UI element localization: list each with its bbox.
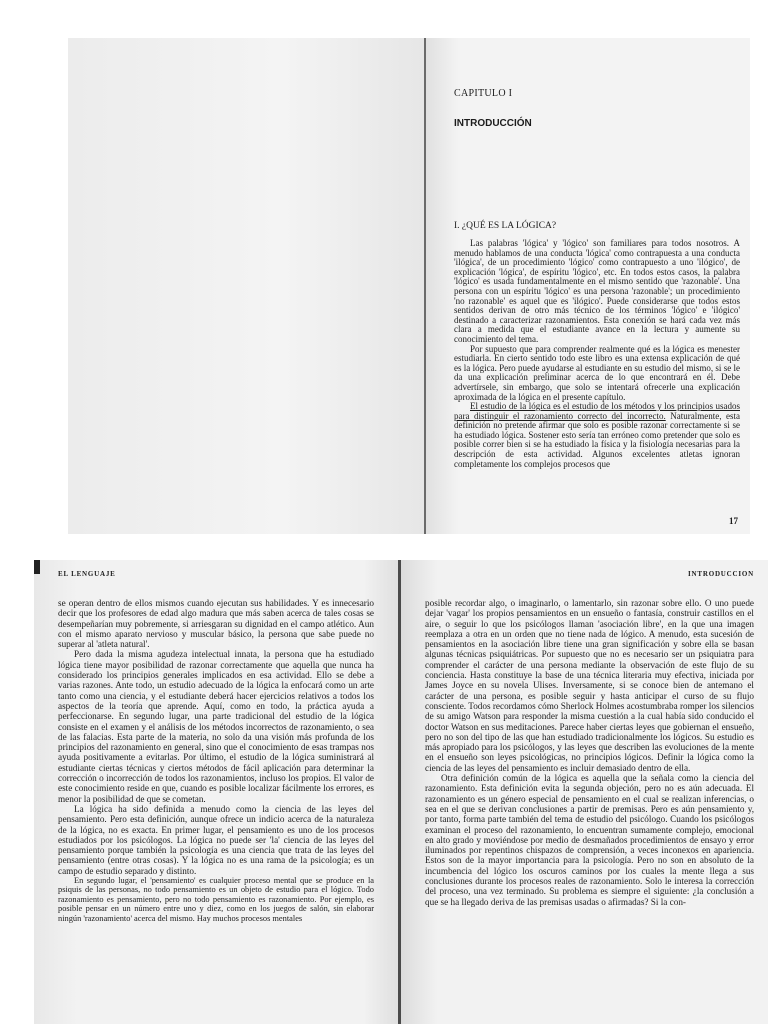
paragraph: Las palabras 'lógica' y 'lógico' son familiares para todos nosotros. A menudo hablamos de una conducta 'lógica' como contrapuesta a una conducta 'ilógica', de un procedimiento 'lógico' como contrapuesto a uno 'ilógico', de explicación 'lógica', de espíritu 'lógico', etc. En todos estos casos, la palabra 'lógico' es usada fundamentalmente en el mismo sentido que 'razonable'. Una persona con un espíritu 'lógico' es una persona 'razonable'; un procedimiento 'no razonable' es aquel que es 'ilógico'. Puede considerarse que todos estos sentidos derivan de otro más técnico de los términos 'lógico' e 'ilógico' destinado a caracterizar razonamientos. Esta conexión se hará cada vez más clara a medida que el estudiante avance en la lectura y aumente su conocimiento del tema. bbox=[454, 238, 740, 344]
right-page bbox=[401, 560, 768, 1024]
scan-edge-mark bbox=[34, 560, 40, 574]
paragraph: La lógica ha sido definida a menudo como la ciencia de las leyes del pensamiento. Pero esta definición, aunque ofrece un indicio acerca de la naturaleza de la lógica, no es exacta. En primer lugar, el pensamiento es uno de los procesos estudiados por los psicólogos. La lógica no puede ser 'la' ciencia de las leyes del pensamiento porque también la psicología es una ciencia que trata de las leyes del pensamiento (entre otras cosas). Y la lógica no es una rama de la psicología; es un campo de estudio separado y distinto. bbox=[58, 803, 374, 876]
chapter-label: CAPITULO I bbox=[454, 88, 513, 99]
blank-left-page bbox=[68, 38, 426, 534]
paragraph: Otra definición común de la lógica es aquella que la señala como la ciencia del razonamiento. Esta definición evita la segunda objeción, pero no es aún adecuada. El razonamiento es un género especial de pensamiento en el cual se realizan inferencias, o sea en el que se derivan conclusiones a partir de premisas. Pero es aún pensamiento y, por tanto, forma parte también del tema de estudio del psicólogo. Cuando los psicólogos examinan el proceso del razonamiento, lo encuentran sumamente complejo, emocional en alto grado y moviéndose por medio de desmañados procedimientos de ensayo y error iluminados por repentinos chispazos de comprensión, a veces inconexos en apariencia. Estos son de la mayor importancia para la psicología. Pero no son en absoluto de la incumbencia del lógico los oscuros caminos por los cuales la mente llega a sus conclusiones durante los procesos reales de razonamiento. Solo le interesa la corrección del proceso, una vez terminado. Su problema es siempre el siguiente: ¿la conclusión a que se ha llegado deriva de las premisas usadas o afirmadas? Si la con- bbox=[425, 773, 754, 907]
left-page bbox=[34, 560, 400, 1024]
chapter-opening-page bbox=[426, 38, 750, 534]
bottom-book-spread bbox=[34, 560, 768, 1024]
paragraph: Por supuesto que para comprender realmente qué es la lógica es menester estudiarla. En cierto sentido todo este libro es una extensa explicación de qué es la lógica. Pero puede ayudarse al estudiante en su estudio del mismo, si se le da una explicación preliminar acerca de lo que encontrará en él. Debe advertírsele, sin embargo, que solo se intentará ofrecerle una explicación aproximada de la lógica en el presente capítulo. bbox=[454, 343, 740, 402]
page-number: 17 bbox=[729, 516, 738, 526]
underlined-definition: El estudio de la lógica es el estudio de los métodos y los principios usados para distinguir el razonamiento correcto del incorrecto. bbox=[454, 401, 740, 421]
chapter-title: INTRODUCCIÓN bbox=[454, 118, 532, 129]
paragraph: Pero dada la misma agudeza intelectual innata, la persona que ha estudiado lógica tiene mayor posibilidad de razonar correctamente que aquella que nunca ha considerado los principios generales implicados en esa actividad. Ello se debe a varias razones. Ante todo, un estudio adecuado de la lógica la enfocará como un arte tanto como una ciencia, y el estudiante deberá hacer ejercicios relativos a todos los aspectos de la teoría que aprende. Aquí, como en todo, la práctica ayuda a perfeccionarse. En segundo lugar, una parte tradicional del estudio de la lógica consiste en el examen y el análisis de los métodos incorrectos de razonamiento, o sea de las falacias. Esta parte de la materia, no solo da una visión más profunda de los principios del razonamiento en general, sino que el conocimiento de esas trampas nos ayuda positivamente a evitarlas. Por último, el estudio de la lógica suministrará al estudiante ciertas técnicas y ciertos métodos de fácil aplicación para determinar la corrección o incorrección de todos los razonamientos, incluso los propios. El valor de este conocimiento reside en que, cuando es posible localizar fácilmente los errores, es menor la posibilidad de que se cometan. bbox=[58, 649, 374, 804]
paragraph: se operan dentro de ellos mismos cuando ejecutan sus habilidades. Y es innecesario decir que los profesores de edad algo madura que más saben acerca de tales cosas se desempeñarían muy pobremente, si arriesgaran su dignidad en el campo atlético. Aun con el mismo aparato nervioso y muscular básico, la persona que sabe puede no superar al 'atleta natural'. bbox=[58, 598, 374, 650]
paragraph-continuation: Naturalmente, esta definición no pretende afirmar que solo es posible razonar correctamente si se ha estudiado lógica. Sostener esto sería tan erróneo como pretender que solo es posible correr bien si se ha estudiado la física y la fisiología necesarias para la descripción de esta actividad. Algunos excelentes atletas ignoran completamente los complejos procesos que bbox=[454, 410, 740, 469]
paragraph bbox=[454, 402, 740, 469]
running-head-left: EL LENGUAJE bbox=[58, 570, 116, 578]
paragraph: En segundo lugar, el 'pensamiento' es cualquier proceso mental que se produce en la psiquis de las personas, no todo pensamiento es un objeto de estudio para el lógico. Todo razonamiento es pensamiento, pero no todo pensamiento es razonamiento. Por ejemplo, es posible pensar en un número entre uno y diez, como en los juegos de salón, sin elaborar ningún 'razonamiento' acerca del mismo. Hay muchos procesos mentales bbox=[58, 876, 374, 923]
top-book-spread bbox=[68, 38, 750, 534]
running-head-right: INTRODUCCION bbox=[688, 570, 754, 578]
paragraph: posible recordar algo, o imaginarlo, o lamentarlo, sin razonar sobre ello. O uno puede dejar 'vagar' los propios pensamientos en un ensueño o fantasía, construir castillos en el aire, o seguir lo que los psicólogos llaman 'asociación libre', en la que una imagen reemplaza a otra en un orden que no tiene nada de lógico. A menudo, esta sucesión de pensamientos en la asociación libre tiene una gran significación y sobre ella se basan algunas técnicas psiquiátricas. Por supuesto que no es necesario ser un psiquiatra para comprender el carácter de una persona mediante la observación de este flujo de su conciencia. Hasta constituye la base de una técnica literaria muy efectiva, iniciada por James Joyce en su novela Ulises. Inversamente, si se conoce bien de antemano el carácter de una persona, es posible seguir y hasta anticipar el curso de su flujo consciente. Todos recordamos cómo Sherlock Holmes acostumbraba romper los silencios de su amigo Watson para responder la misma cuestión a la cual había sido conducido el doctor Watson en sus meditaciones. Parece haber ciertas leyes que gobiernan el ensueño, pero no son del tipo de las que han estudiado tradicionalmente los lógicos. Su estudio es más apropiado para los psicólogos, y las leyes que describen las evoluciones de la mente en el ensueño son leyes psicológicas, no principios lógicos. Definir la lógica como la ciencia de las leyes del pensamiento es incluir demasiado dentro de ella. bbox=[425, 598, 754, 773]
section-title: I. ¿QUÉ ES LA LÓGICA? bbox=[454, 221, 557, 231]
